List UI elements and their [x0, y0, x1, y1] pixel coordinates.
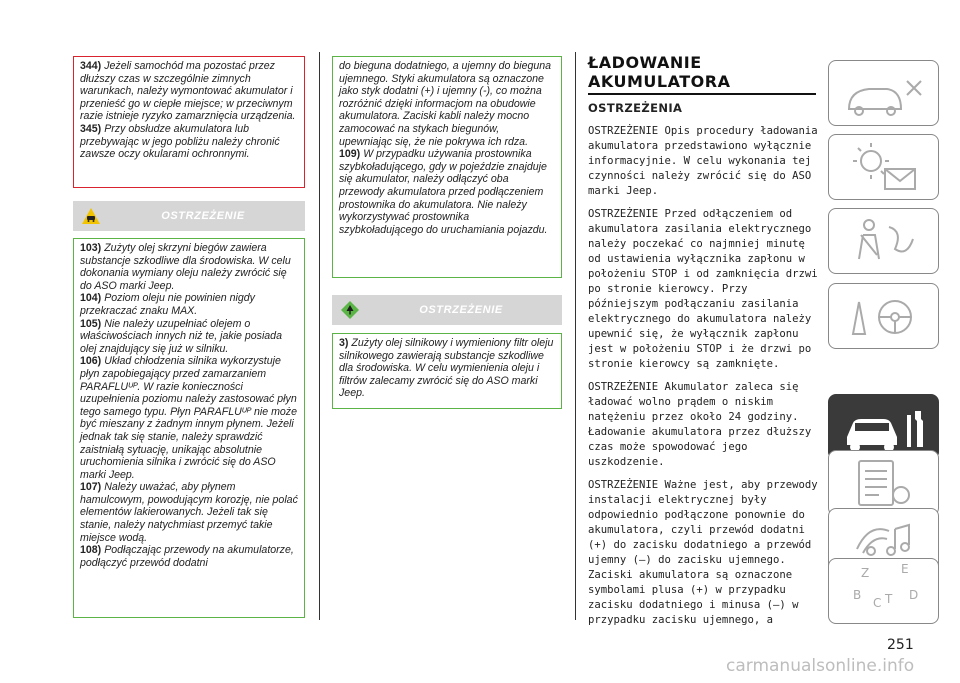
sidebar-tab-index[interactable]	[828, 558, 939, 624]
index-letter-b: B	[853, 588, 862, 602]
green-note-box-mid-2	[332, 333, 562, 409]
column-divider-2	[575, 52, 576, 620]
environment-tree-icon	[340, 301, 360, 319]
warning-label: OSTRZEŻENIE	[419, 304, 503, 316]
index-letter-c: C	[873, 596, 882, 610]
note-3: 3) Zużyty olej silnikowy i wymieniony filtr oleju silnikowego zawierają substancje szkodliwe dla środowiska. W celu wymienienia oleju i filtrów zalecamy zwrócić się do ASO marki Jeep.	[339, 337, 554, 400]
green-note-box-mid	[332, 56, 562, 278]
green-note-box-left	[73, 238, 305, 618]
note-106: 106) Układ chłodzenia silnika wykorzystuje płyn zapobiegający przed zamarzaniem PARAFLUᵁᴾ. W razie konieczności uzupełnienia poziomu należy zastosować płyn tego samego typu. Płyn PARAFLUᵁᴾ nie może być mieszany z żadnym innym płynem. Jeżeli jednak tak się stanie, należy sprawdzić zaistniałą sytuację, unikając absolutnie uruchomienia silnika i zwrócić się do ASO marki Jeep.	[80, 355, 298, 481]
seatbelt-airbag-icon	[829, 209, 940, 275]
note-107: 107) Należy uważać, aby płynem hamulcowym, powodującym korozję, nie polać elementów lakierowanych. Jeżeli tak się stanie, należy natychmiast przemyć takie miejsce wodą.	[80, 481, 298, 544]
sidebar-tab-lights[interactable]	[828, 134, 939, 200]
note-108-continued: do bieguna dodatniego, a ujemny do bieguna ujemnego. Styki akumulatora są oznaczone jako styk dodatni (+) i ujemny (-), co można rozróżnić dzięki informacjom na obudowie akumulatora. Zaciski kabli należy mocno zamocować na stykach biegunów, upewniając się, że nie pokrywa ich rdza.	[339, 60, 552, 148]
sidebar-tab-safety[interactable]	[828, 208, 939, 274]
red-warning-box	[73, 56, 305, 188]
note-109: 109) W przypadku używania prostownika szybkoładującego, gdy w pojeździe znajduje się akumulator, należy odłączyć oba przewody akumulatora przed podłączeniem prostownika do akumulatora. Nie należy wykorzystywać prostownika szybkoładującego do uruchamiania pojazdu.	[339, 148, 548, 236]
page-number: 251	[887, 637, 914, 653]
index-letter-z: Z	[861, 566, 870, 580]
note-345: 345) Przy obsłudze akumulatora lub przebywając w jego pobliżu należy chronić zawsze oczy okularami ochronnymi.	[80, 122, 280, 161]
lights-envelope-icon	[829, 135, 940, 201]
paragraph: OSTRZEŻENIE Opis procedury ładowania akumulatora przedstawiono wyłącznie informacyjnie. W celu wykonania tej czynności należy zwrócić się do ASO marki Jeep.	[588, 125, 818, 197]
warning-label: OSTRZEŻENIE	[161, 210, 245, 222]
alphabetical-index-icon	[829, 559, 940, 625]
note-105: 105) Nie należy uzupełniać olejem o właściwościach innych niż te, jakie posiada olej znajdujący się już w silniku.	[80, 317, 282, 355]
index-letter-t: T	[885, 592, 893, 606]
subsection-title: OSTRZEŻENIA	[588, 101, 683, 115]
sidebar-tab-specifications[interactable]	[828, 450, 939, 516]
sidebar-tab-driving[interactable]	[828, 283, 939, 349]
dashboard-car-icon	[829, 61, 940, 127]
section-title: ŁADOWANIE AKUMULATORA	[588, 53, 731, 91]
note-103: 103) Zużyty olej skrzyni biegów zawiera substancje szkodliwe dla środowiska. W celu dokonania wymiany oleju należy zwrócić się do ASO marki Jeep.	[80, 242, 291, 292]
paragraph: OSTRZEŻENIE Przed odłączeniem od akumulatora zasilania elektrycznego należy poczekać co najmniej minutę od ustawienia wyłącznika zapłonu w położeniu STOP i od zamknięcia drzwi po stronie kierowcy. Przy późniejszym podłączaniu zasilania elektrycznego do akumulatora należy upewnić się, że wyłącznik zapłonu jest w położeniu STOP i że drzwi po stronie kierowcy są zamknięte.	[588, 208, 818, 370]
column-divider-1	[319, 52, 320, 620]
body-text	[588, 124, 820, 636]
steering-wheel-icon	[829, 284, 940, 350]
note-104: 104) Poziom oleju nie powinien nigdy przekraczać znaku MAX.	[80, 292, 255, 317]
index-letter-e: E	[901, 562, 909, 576]
index-letter-d: D	[909, 588, 919, 602]
warning-bar-mid	[332, 295, 562, 325]
paragraph: OSTRZEŻENIE Akumulator zaleca się ładować wolno prądem o niskim natężeniu przez około 24 godziny. Ładowanie akumulatora przez dłuższy czas może spowodować jego uszkodzenie.	[588, 381, 812, 468]
sidebar-tab-dashboard[interactable]	[828, 60, 939, 126]
watermark: carmanualsonline.info	[726, 656, 915, 676]
title-underline	[588, 93, 816, 95]
warning-bar-left	[73, 201, 305, 231]
note-108: 108) Podłączając przewody na akumulatorze, podłączyć przewód dodatni	[80, 544, 294, 569]
paragraph: OSTRZEŻENIE Ważne jest, aby przewody instalacji elektrycznej były odpowiednio podłączone ponownie do akumulatora, czyli przewód dodatni (+) do zacisku dodatniego a przewód ujemny (–) do zacisku ujemnego. Zaciski akumulatora są oznaczone symbolami plusa (+) w przypadku zacisku dodatniego i minusa (–) w przypadku zacisku ujemnego, a	[588, 479, 818, 626]
car-skid-warning-icon	[81, 207, 101, 225]
note-344: 344) Jeżeli samochód ma pozostać przez dłuższy czas w szczególnie zimnych warunkach, należy wymontować akumulator i przenieść go w ciepłe miejsce; w przeciwnym razie istnieje ryzyko zamarznięcia urządzenia.	[80, 60, 296, 123]
